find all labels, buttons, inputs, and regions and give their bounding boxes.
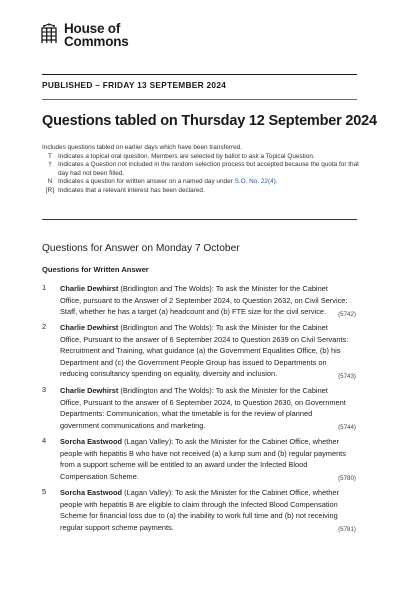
symbol-legend bbox=[42, 153, 362, 195]
legend-item-topical bbox=[42, 153, 362, 161]
question-number: 1 bbox=[42, 283, 47, 292]
question-number: 2 bbox=[42, 322, 47, 331]
member-name: Charlie Dewhirst bbox=[60, 323, 119, 332]
section-heading: Questions for Answer on Monday 7 October bbox=[42, 243, 240, 254]
question-body bbox=[60, 436, 350, 482]
question-body bbox=[60, 385, 350, 431]
legend-symbol: N bbox=[47, 178, 53, 186]
question-reference: (5781) bbox=[338, 526, 356, 533]
standing-order-link[interactable]: S.O. No. 22(4) bbox=[234, 178, 276, 186]
legend-symbol: [R] bbox=[45, 186, 55, 194]
legend-text: Indicates a question for written answer on a named day under bbox=[58, 178, 235, 186]
page-title: Questions tabled on Thursday 12 September 2024 bbox=[42, 113, 377, 129]
question-text: To ask the Minister for the Cabinet Office, Pursuant to the answer of 6 September 2024, to Question 2630, on Government Departments: Communication, what the timetable is for the review of planned government communications and marketing. bbox=[60, 386, 346, 430]
question-item bbox=[42, 283, 362, 318]
constituency: (Bridlington and The Wolds): bbox=[118, 386, 216, 395]
question-body bbox=[60, 322, 350, 380]
member-name: Charlie Dewhirst bbox=[60, 284, 119, 293]
question-text: To ask the Minister for the Cabinet Office, whether people with hepatitis B are eligible to claim through the Infected Blood Compensation Scheme for financial loss due to (a) the inability to work full time and (b) not receiving regular support scheme payments. bbox=[60, 488, 339, 532]
logo-wordmark bbox=[64, 22, 129, 48]
question-body bbox=[60, 487, 350, 533]
question-number: 3 bbox=[42, 385, 47, 394]
top-divider bbox=[42, 74, 357, 75]
logo-line-1: House of bbox=[64, 21, 121, 36]
header-divider bbox=[42, 99, 357, 100]
legend-symbol: T bbox=[48, 153, 52, 160]
member-name: Charlie Dewhirst bbox=[60, 386, 119, 395]
constituency: (Bridlington and The Wolds): bbox=[118, 323, 216, 332]
question-reference: (5744) bbox=[338, 424, 356, 431]
question-item bbox=[42, 322, 362, 380]
portcullis-icon bbox=[38, 23, 60, 45]
legend-item-named-day bbox=[42, 178, 362, 186]
sub-heading: Questions for Written Answer bbox=[42, 265, 149, 274]
constituency: (Lagan Valley): bbox=[122, 437, 176, 446]
constituency: (Bridlington and The Wolds): bbox=[118, 284, 216, 293]
legend-item-relevant-interest bbox=[42, 187, 362, 195]
member-name: Sorcha Eastwood bbox=[60, 437, 123, 446]
question-text: To ask the Minister for the Cabinet Office, Pursuant to the answer of 6 September 2024 to Question 2639 on Civil Servants: Recruitment and Training, what guidance (a) the Government Equalities Office, (b) his Department and (c) the Government People Group has issued to Departments on reducing consultancy spending on equality, diversity and inclusion. bbox=[60, 323, 349, 378]
legend-item-quota bbox=[42, 161, 362, 178]
question-text: To ask the Minister for the Cabinet Office, pursuant to the Answer of 2 September 2024, to Question 2632, on Civil Service: Staff, whether he has a target (a) headcount and (b) FTE size for the civil service. bbox=[60, 284, 348, 316]
question-number: 4 bbox=[42, 436, 47, 445]
question-reference: (5743) bbox=[338, 372, 356, 380]
constituency: (Lagan Valley): bbox=[122, 488, 176, 497]
question-reference: (5742) bbox=[338, 310, 356, 318]
legend-symbol: † bbox=[48, 161, 52, 169]
question-item bbox=[42, 487, 362, 533]
question-item bbox=[42, 436, 362, 482]
legend-text: Indicates a Question not included in the random selection process but accepted because the quota for that day had not been filled. bbox=[58, 161, 359, 177]
question-number: 5 bbox=[42, 487, 47, 496]
member-name: Sorcha Eastwood bbox=[60, 488, 123, 497]
question-body bbox=[60, 283, 350, 318]
legend-text-wrapper bbox=[58, 178, 362, 186]
question-reference: (5780) bbox=[338, 475, 356, 482]
published-date: PUBLISHED – FRIDAY 13 SEPTEMBER 2024 bbox=[42, 80, 227, 90]
logo-line-2: Commons bbox=[64, 34, 129, 49]
legend-text: Indicates a topical oral question. Members are selected by ballot to ask a Topical Question. bbox=[58, 153, 315, 160]
question-item bbox=[42, 385, 362, 431]
house-of-commons-logo bbox=[38, 22, 129, 48]
question-text: To ask the Minister for the Cabinet Office, whether people with hepatitis B who have not received (a) a lump sum and (b) regular payments from a support scheme will be entitled to an award under the Infected Blood Compensation Scheme. bbox=[60, 437, 346, 481]
legend-intro: Includes questions tabled on earlier days which have been transferred. bbox=[42, 144, 243, 151]
legend-text: Indicates that a relevant interest has been declared. bbox=[58, 186, 205, 194]
legend-divider bbox=[42, 219, 357, 220]
legend-text-end: . bbox=[275, 178, 278, 186]
